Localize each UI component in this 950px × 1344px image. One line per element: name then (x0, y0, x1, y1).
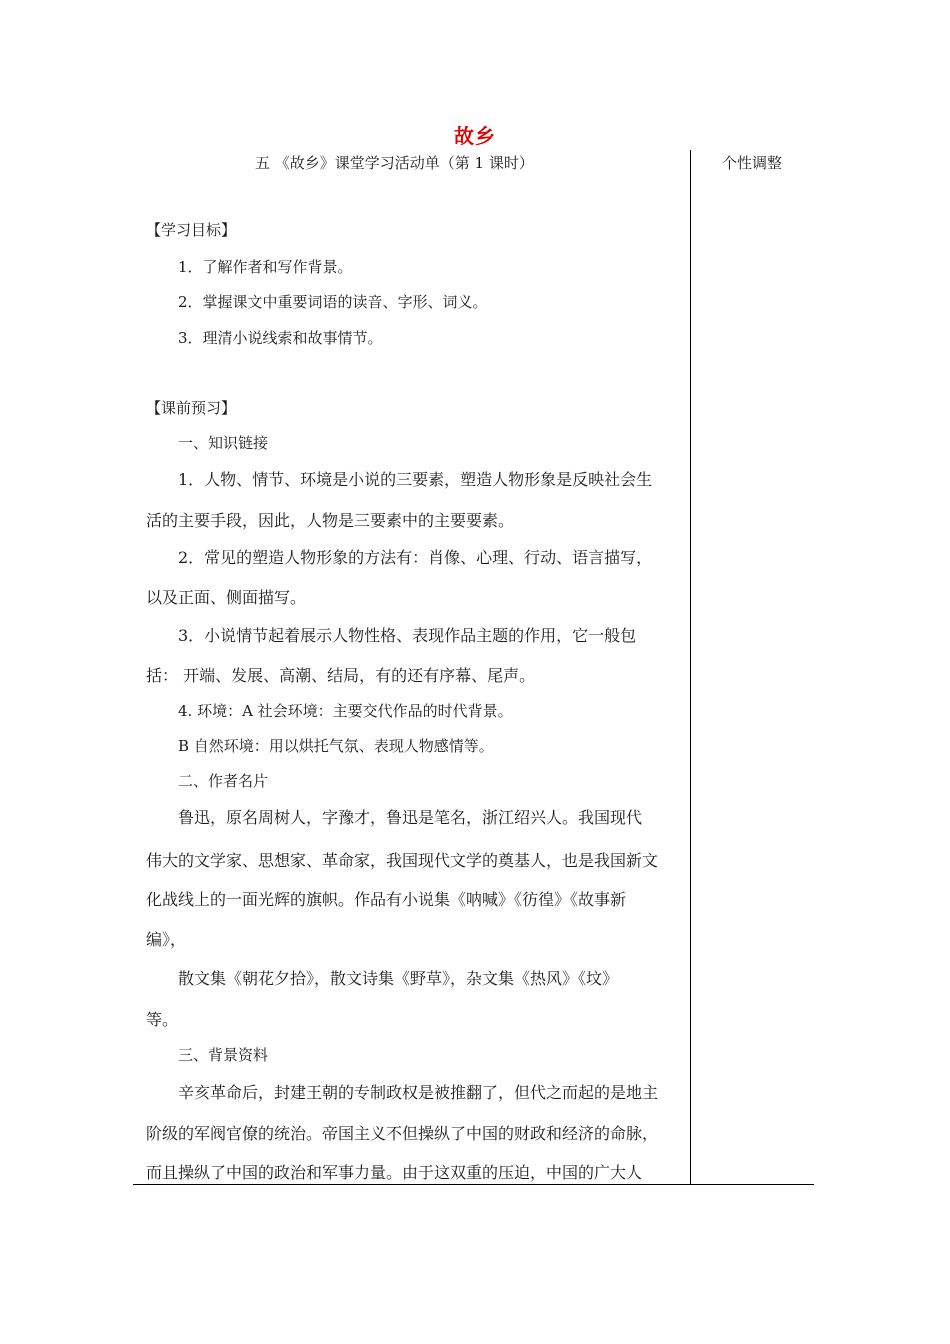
author-heading: 二、作者名片 (178, 772, 269, 790)
paragraph-line: 阶级的军阀官僚的统治。帝国主义不但操纵了中国的财政和经济的命脉， (146, 1124, 659, 1143)
paragraph-line: 散文集《朝花夕拾》，散文诗集《野草》，杂文集《热风》《坟》 (178, 969, 619, 988)
paragraph-line: 而且操纵了中国的政治和军事力量。由于这双重的压迫，中国的广大人 (146, 1163, 643, 1182)
goals-heading: 【学习目标】 (146, 221, 237, 239)
goal-item: 1．了解作者和写作背景。 (178, 258, 353, 276)
table-bottom-border (133, 1184, 814, 1185)
document-title: 故乡 (454, 124, 496, 148)
paragraph-line: 2．常见的塑造人物形象的方法有：肖像、心理、行动、语言描写， (178, 548, 653, 567)
paragraph-line: 3．小说情节起着展示人物性格、表现作品主题的作用，它一般包 (178, 626, 637, 645)
paragraph-line: 化战线上的一面光辉的旗帜。作品有小说集《呐喊》《彷徨》《故事新 (146, 890, 627, 909)
goal-item: 2．掌握课文中重要词语的读音、字形、词义。 (178, 293, 488, 311)
paragraph-line: 鲁迅，原名周树人，字豫才，鲁迅是笔名，浙江绍兴人。我国现代 (178, 808, 643, 827)
paragraph-line: 活的主要手段，因此，人物是三要素中的主要要素。 (146, 511, 515, 530)
paragraph-line: 以及正面、侧面描写。 (146, 588, 307, 607)
paragraph-line: 伟大的文学家、思想家、革命家，我国现代文学的奠基人，也是我国新文 (146, 851, 659, 870)
paragraph-line: B 自然环境：用以烘托气氛、表现人物感情等。 (178, 737, 494, 755)
paragraph-line: 括： 开端、发展、高潮、结局，有的还有序幕、尾声。 (146, 666, 536, 685)
paragraph-line: 编》， (146, 930, 187, 949)
background-heading: 三、背景资料 (178, 1046, 269, 1064)
lesson-subtitle: 五 《故乡》课堂学习活动单（第 1 课时） (255, 154, 534, 172)
side-column-header: 个性调整 (721, 154, 782, 172)
column-divider (690, 150, 691, 1185)
paragraph-line: 4. 环境：A 社会环境：主要交代作品的时代背景。 (178, 702, 513, 720)
paragraph-line: 1．人物、情节、环境是小说的三要素，塑造人物形象是反映社会生 (178, 470, 653, 489)
paragraph-line: 等。 (146, 1010, 179, 1029)
paragraph-line: 辛亥革命后，封建王朝的专制政权是被推翻了，但代之而起的是地主 (178, 1083, 659, 1102)
preview-heading: 【课前预习】 (146, 399, 237, 417)
knowledge-heading: 一、知识链接 (178, 434, 269, 452)
goal-item: 3．理清小说线索和故事情节。 (178, 329, 383, 347)
